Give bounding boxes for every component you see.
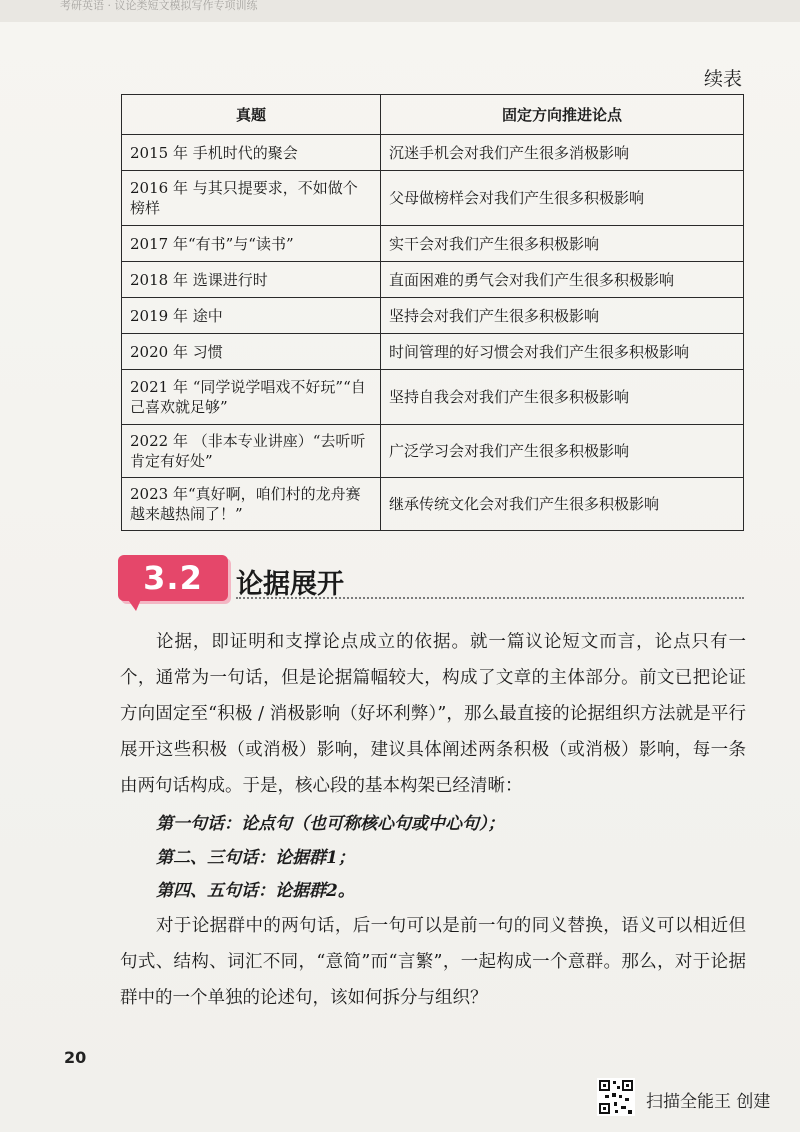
table-header-exam: 真题 (122, 95, 381, 135)
exam-year: 2016 年 (130, 179, 188, 197)
table-cell-point: 继承传统文化会对我们产生很多积极影响 (381, 478, 744, 531)
table-cell-exam (122, 262, 381, 298)
table-cell-exam (122, 135, 381, 171)
exam-year: 2023 年 (130, 485, 188, 503)
table-row (122, 425, 744, 478)
table-row (122, 171, 744, 226)
table-header-point: 固定方向推进论点 (381, 95, 744, 135)
table-cell-point: 实干会对我们产生很多积极影响 (381, 226, 744, 262)
section-divider (236, 597, 744, 599)
exam-topic: 手机时代的聚会 (192, 143, 298, 162)
exam-topic: 习惯 (192, 342, 223, 361)
structure-item-2: 第二、三句话：论据群1； (156, 848, 355, 868)
table-row (122, 298, 744, 334)
table-cell-point: 直面困难的勇气会对我们产生很多积极影响 (381, 262, 744, 298)
paragraph-intro: 论据，即证明和支撑论点成立的依据。就一篇议论短文而言，论点只有一个，通常为一句话，但是论据篇幅较大，构成了文章的主体部分。前文已把论证方向固定至“积极 / 消极影响（好坏利弊）”，那么最直接的论据组织方法就是平行展开这些积极（或消极）影响，建议具体阐述两条积极（或消极）影响，每一条由两句话构成。于是，核心段的基本构架已经清晰： (120, 632, 746, 796)
table-continued-label: 续表 (703, 68, 742, 90)
table-row (122, 135, 744, 171)
exam-topic: “同学说学唱戏不好玩”“自己喜欢就足够” (130, 378, 366, 416)
exam-year: 2019 年 (130, 306, 188, 325)
scanner-watermark-label: 扫描全能王 创建 (646, 1092, 771, 1112)
table-cell-point: 坚持自我会对我们产生很多积极影响 (381, 370, 744, 425)
table-cell-point: 沉迷手机会对我们产生很多消极影响 (381, 135, 744, 171)
table-cell-exam (122, 171, 381, 226)
table-cell-point: 广泛学习会对我们产生很多积极影响 (381, 425, 744, 478)
paragraph-argument-group: 对于论据群中的两句话，后一句可以是前一句的同义替换，语义可以相近但句式、结构、词汇不同，“意简”而“言繁”，一起构成一个意群。那么，对于论据群中的一个单独的论述句，该如何拆分与组织？ (120, 916, 746, 1008)
exam-year: 2021 年 (130, 378, 188, 396)
exam-topic: 与其只提要求，不如做个榜样 (130, 179, 358, 217)
running-header: 考研英语 · 议论类短文模拟写作专项训练 (60, 0, 258, 12)
table-row (122, 478, 744, 531)
table-row (122, 370, 744, 425)
exam-topic: “真好啊，咱们村的龙舟赛越来越热闹了！” (130, 485, 361, 523)
structure-item-3: 第四、五句话：论据群2。 (156, 881, 355, 901)
exam-topic: 选课进行时 (192, 270, 268, 289)
exam-year: 2015 年 (130, 143, 188, 162)
table-cell-point: 时间管理的好习惯会对我们产生很多积极影响 (381, 334, 744, 370)
exam-year: 2022 年 (130, 432, 188, 450)
section-number: 3.2 (143, 559, 203, 597)
top-strip (0, 0, 800, 22)
page-number: 20 (64, 1048, 87, 1067)
table-cell-point: 坚持会对我们产生很多积极影响 (381, 298, 744, 334)
exam-topic: （非本专业讲座）“去听听肯定有好处” (130, 432, 366, 470)
exam-year: 2018 年 (130, 270, 188, 289)
exam-year: 2020 年 (130, 342, 188, 361)
table-header-row (122, 95, 744, 135)
qr-code-icon (597, 1078, 635, 1116)
exam-year: 2017 年 (130, 234, 188, 253)
table-row (122, 226, 744, 262)
table-cell-exam (122, 298, 381, 334)
table-cell-point: 父母做榜样会对我们产生很多积极影响 (381, 171, 744, 226)
table-row (122, 334, 744, 370)
topics-table (121, 94, 744, 531)
exam-topic: 途中 (192, 306, 223, 325)
table-cell-exam (122, 334, 381, 370)
section-title: 论据展开 (236, 569, 344, 600)
exam-topic: “有书”与“读书” (187, 234, 294, 253)
table-row (122, 262, 744, 298)
structure-item-1: 第一句话：论点句（也可称核心句或中心句）； (156, 814, 505, 834)
table-cell-exam (122, 478, 381, 531)
table-cell-exam (122, 370, 381, 425)
table-cell-exam (122, 226, 381, 262)
table-cell-exam (122, 425, 381, 478)
